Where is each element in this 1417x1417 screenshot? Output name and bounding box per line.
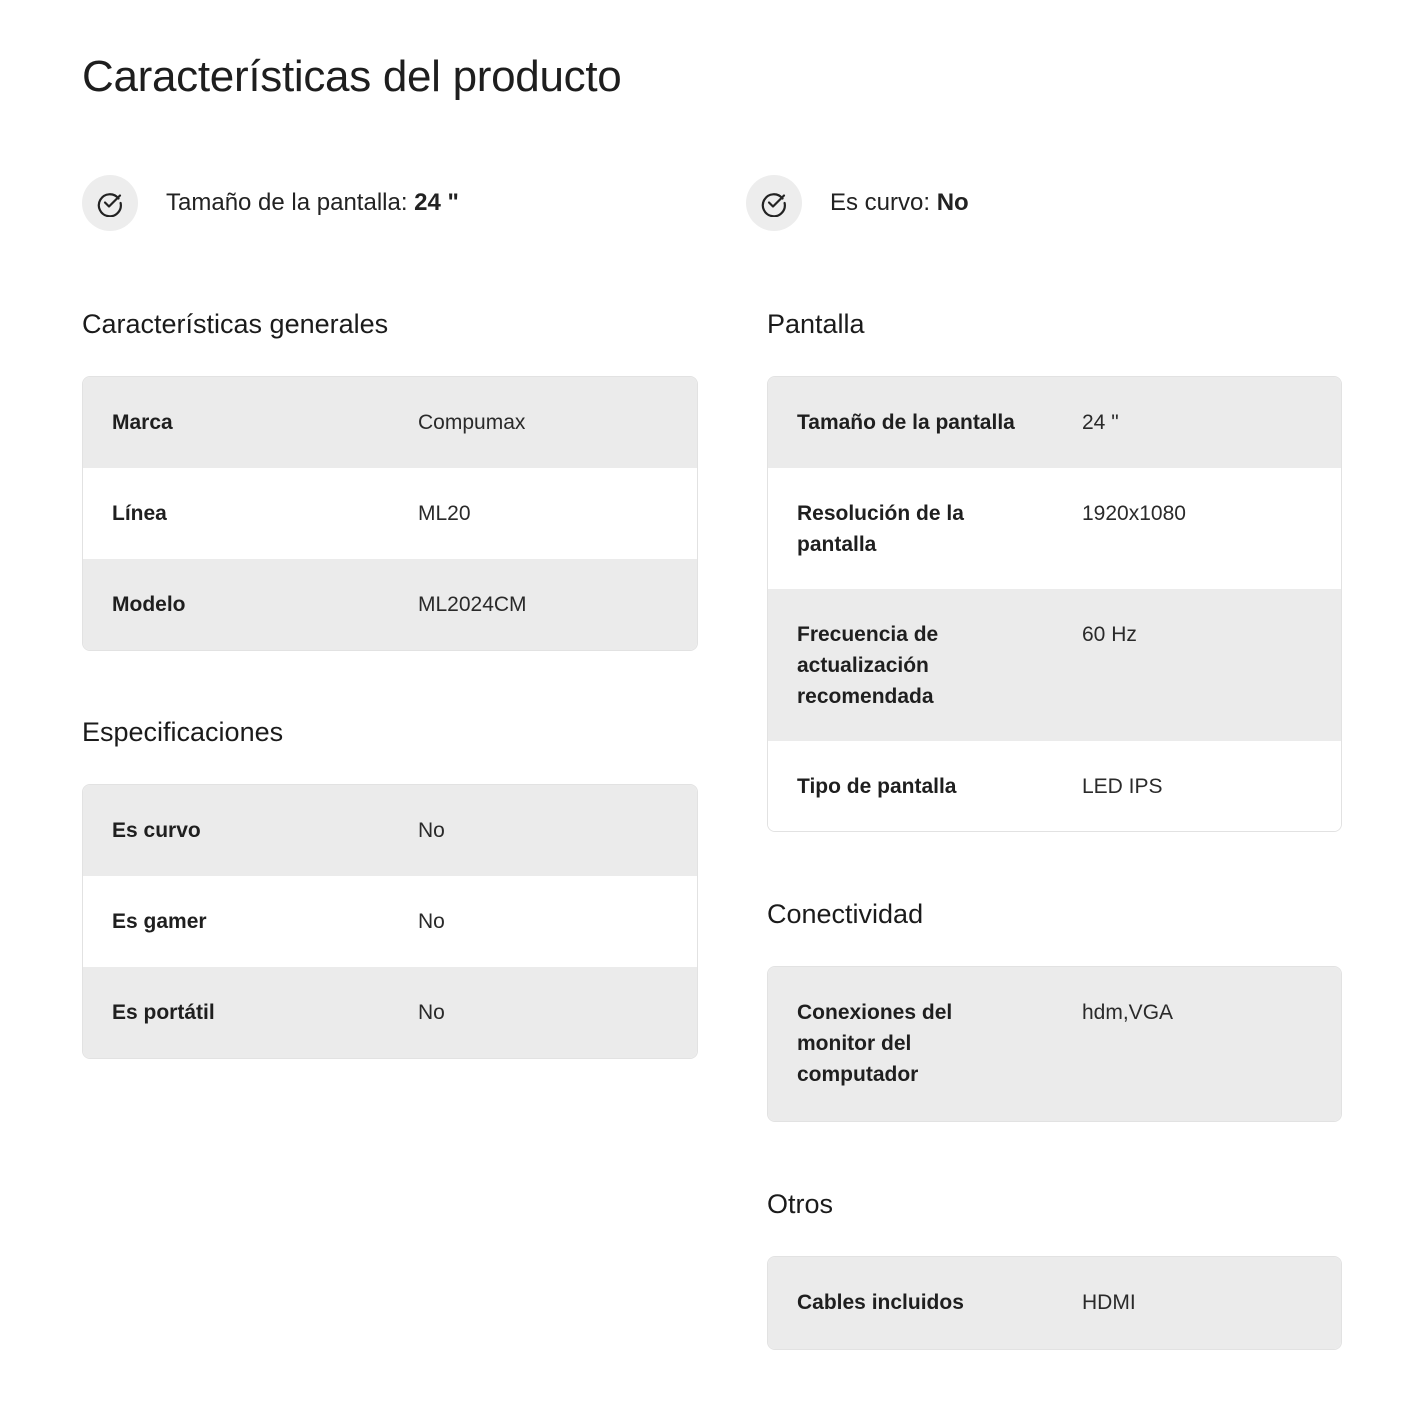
spec-value: No	[418, 1001, 445, 1024]
table-row	[83, 559, 697, 650]
check-circle-icon	[746, 175, 802, 231]
table-row	[83, 468, 697, 559]
spec-value: 24 "	[1082, 411, 1119, 434]
spec-value: LED IPS	[1082, 775, 1163, 798]
section-title-generales: Características generales	[82, 309, 389, 339]
table-generales	[82, 376, 698, 651]
spec-value: HDMI	[1082, 1291, 1136, 1314]
table-conectividad	[767, 966, 1342, 1122]
highlight-screen-size	[82, 171, 459, 235]
spec-label: Marca	[112, 411, 173, 434]
spec-label: Es curvo	[112, 819, 201, 842]
spec-value: 60 Hz	[1082, 623, 1137, 646]
section-title-pantalla: Pantalla	[767, 309, 865, 339]
table-row	[83, 967, 697, 1058]
spec-value: No	[418, 819, 445, 842]
spec-label: Conexiones del monitor del computador	[797, 1001, 953, 1086]
highlight-text	[166, 189, 459, 217]
table-row	[768, 468, 1341, 589]
spec-value: ML2024CM	[418, 593, 527, 616]
spec-value: Compumax	[418, 411, 526, 434]
spec-value: No	[418, 910, 445, 933]
table-row	[768, 741, 1341, 831]
section-title-otros: Otros	[767, 1189, 834, 1219]
table-especificaciones	[82, 784, 698, 1059]
table-row	[83, 876, 697, 967]
highlight-label: Es curvo:	[830, 189, 937, 216]
spec-label: Frecuencia de actualización recomendada	[797, 623, 939, 708]
check-circle-icon	[82, 175, 138, 231]
table-row	[83, 377, 697, 468]
highlight-curved	[746, 171, 969, 235]
spec-label: Tipo de pantalla	[797, 775, 957, 798]
table-otros	[767, 1256, 1342, 1350]
section-title-especificaciones: Especificaciones	[82, 717, 284, 747]
spec-label: Es gamer	[112, 910, 207, 933]
highlight-value: 24 "	[414, 189, 459, 216]
table-row	[768, 967, 1341, 1121]
section-title-conectividad: Conectividad	[767, 899, 924, 929]
table-row	[768, 377, 1341, 468]
spec-label: Resolución de la pantalla	[797, 502, 964, 556]
highlight-value: No	[936, 189, 969, 216]
spec-label: Es portátil	[112, 1001, 215, 1024]
table-row	[768, 1257, 1341, 1349]
highlight-text	[830, 189, 969, 217]
highlight-label: Tamaño de la pantalla:	[166, 189, 415, 216]
spec-label: Tamaño de la pantalla	[797, 411, 1015, 434]
table-row	[83, 785, 697, 876]
spec-label: Línea	[112, 502, 167, 525]
spec-label: Modelo	[112, 593, 186, 616]
table-row	[768, 589, 1341, 741]
spec-label: Cables incluidos	[797, 1291, 964, 1314]
spec-value: 1920x1080	[1082, 502, 1186, 525]
table-pantalla	[767, 376, 1342, 832]
spec-value: hdm,VGA	[1082, 1001, 1174, 1024]
spec-value: ML20	[418, 502, 471, 525]
page-title: Características del producto	[82, 52, 622, 101]
